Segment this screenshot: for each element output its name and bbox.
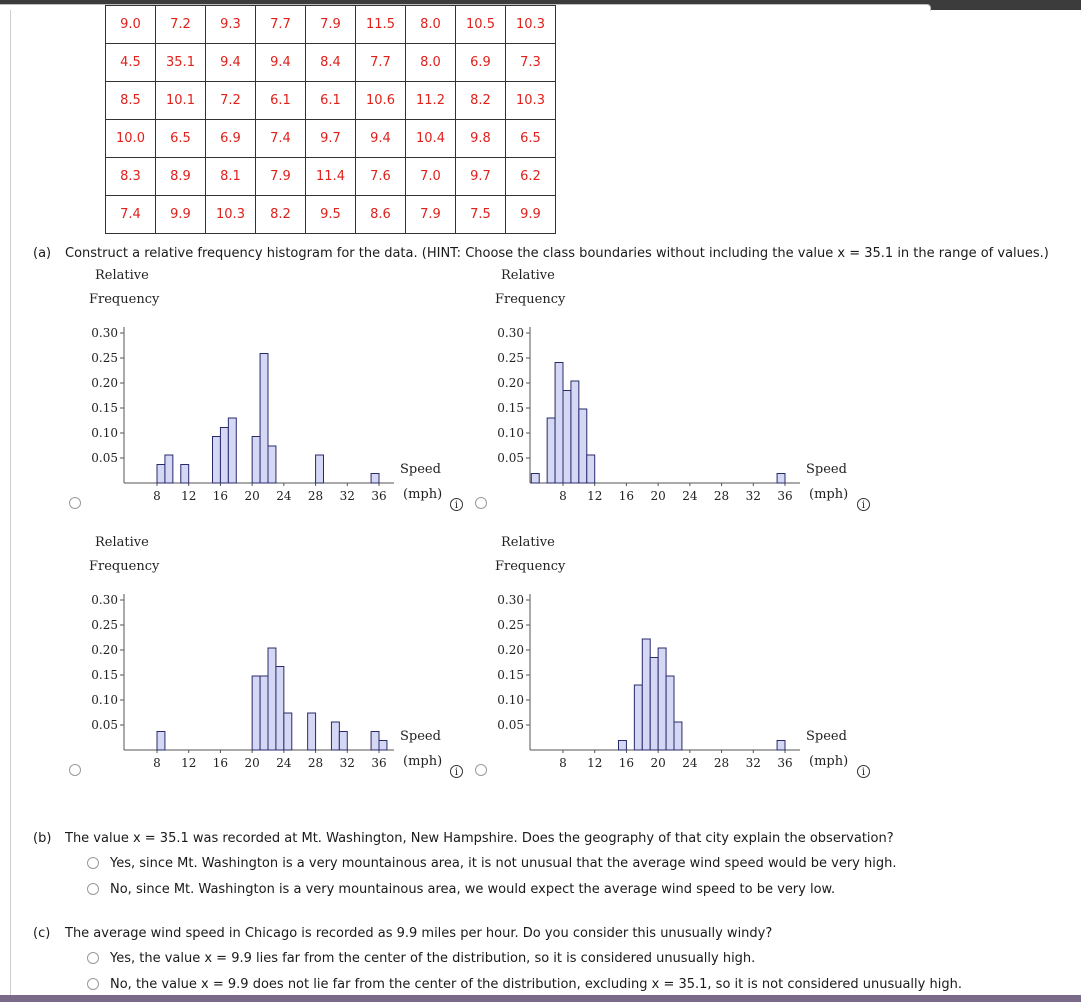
- histogram-bar: [284, 713, 292, 750]
- histogram-bar: [371, 732, 379, 751]
- histogram-bar: [252, 437, 260, 484]
- histogram-bar: [339, 732, 347, 751]
- table-cell: 9.4: [256, 44, 306, 82]
- table-cell: 10.4: [406, 120, 456, 158]
- histogram-bar: [260, 354, 268, 484]
- histogram-option-2: [488, 268, 888, 520]
- x-tick-label: 32: [339, 489, 355, 503]
- x-tick-label: 32: [745, 756, 761, 770]
- histogram-bar: [587, 455, 595, 483]
- histogram-option-3: [82, 535, 482, 787]
- part-b-question: [33, 831, 894, 846]
- table-cell: 35.1: [156, 44, 206, 82]
- table-cell: 10.3: [206, 196, 256, 234]
- x-tick-label: 28: [307, 489, 324, 503]
- histogram-bar: [260, 676, 268, 750]
- table-cell: 4.5: [106, 44, 156, 82]
- part-b-text: The value x = 35.1 was recorded at Mt. Washington, New Hampshire. Does the geography of that city explain the observation?: [65, 831, 894, 846]
- histogram-bar: [379, 741, 387, 751]
- y-tick-label: 0.15: [91, 668, 118, 682]
- y-tick-label: 0.25: [91, 618, 118, 632]
- y-tick-label: 0.20: [497, 643, 524, 657]
- histogram-bar: [658, 648, 666, 750]
- histogram-bar: [777, 741, 785, 751]
- x-tick-label: 28: [713, 756, 730, 770]
- part-b-option-2-radio[interactable]: [87, 883, 99, 895]
- table-cell: 10.6: [356, 82, 406, 120]
- table-cell: 10.3: [506, 82, 556, 120]
- y-tick-label: 0.30: [497, 593, 524, 607]
- table-cell: 7.3: [506, 44, 556, 82]
- histogram-bar: [181, 465, 189, 484]
- table-cell: 9.7: [306, 120, 356, 158]
- x-tick-label: 24: [682, 489, 698, 503]
- y-tick-label: 0.10: [497, 693, 524, 707]
- histogram-plot: [82, 268, 482, 520]
- x-tick-label: 32: [745, 489, 761, 503]
- table-cell: 9.4: [206, 44, 256, 82]
- histogram-bar: [331, 722, 339, 750]
- y-axis-label-frequency: Frequency: [89, 559, 160, 574]
- y-axis-label-frequency: Frequency: [89, 292, 160, 307]
- table-cell: 10.1: [156, 82, 206, 120]
- taskbar-strip: [0, 995, 1081, 1002]
- x-tick-label: 32: [339, 756, 355, 770]
- x-tick-label: 36: [777, 756, 793, 770]
- x-tick-label: 20: [650, 756, 666, 770]
- table-cell: 8.5: [106, 82, 156, 120]
- table-cell: 9.9: [506, 196, 556, 234]
- y-tick-label: 0.20: [91, 376, 118, 390]
- table-cell: 7.7: [256, 6, 306, 44]
- info-icon[interactable]: i: [450, 498, 463, 511]
- table-cell: 8.3: [106, 158, 156, 196]
- y-axis-label-relative: Relative: [95, 535, 149, 550]
- histogram-bar: [371, 474, 379, 484]
- x-tick-label: 12: [587, 756, 603, 770]
- table-cell: 6.5: [506, 120, 556, 158]
- histogram-bar: [555, 363, 563, 484]
- table-cell: 9.0: [106, 6, 156, 44]
- table-cell: 8.6: [356, 196, 406, 234]
- table-cell: 6.9: [456, 44, 506, 82]
- part-c-question: [33, 926, 772, 941]
- part-c-option-2-label[interactable]: No, the value x = 9.9 does not lie far from the center of the distribution, excluding x = 35.1, so it is not considered unusually high.: [110, 977, 962, 992]
- x-tick-label: 20: [244, 756, 260, 770]
- table-cell: 9.3: [206, 6, 256, 44]
- x-tick-label: 36: [371, 756, 387, 770]
- table-row: [106, 158, 556, 196]
- info-icon[interactable]: i: [857, 765, 870, 778]
- histogram-bar: [276, 667, 284, 751]
- table-cell: 6.1: [306, 82, 356, 120]
- part-b-label: (b): [33, 831, 52, 846]
- x-tick-label: 16: [212, 489, 229, 503]
- y-tick-label: 0.05: [91, 718, 118, 732]
- y-tick-label: 0.15: [497, 401, 524, 415]
- x-tick-label: 20: [244, 489, 260, 503]
- y-tick-label: 0.15: [91, 401, 118, 415]
- histogram-plot: [82, 535, 482, 787]
- part-a-question: [33, 246, 1049, 261]
- table-cell: 10.0: [106, 120, 156, 158]
- y-tick-label: 0.05: [497, 718, 524, 732]
- x-tick-label: 12: [181, 489, 197, 503]
- info-icon[interactable]: i: [857, 498, 870, 511]
- y-axis-label-relative: Relative: [501, 535, 555, 550]
- table-cell: 6.2: [506, 158, 556, 196]
- table-row: [106, 196, 556, 234]
- histogram-bar: [268, 446, 276, 483]
- y-tick-label: 0.10: [91, 693, 118, 707]
- table-cell: 11.2: [406, 82, 456, 120]
- part-c-option-1-label[interactable]: Yes, the value x = 9.9 lies far from the center of the distribution, so it is considered unusually high.: [110, 951, 756, 966]
- histogram-bar: [316, 455, 324, 483]
- option-4-radio[interactable]: [475, 764, 487, 776]
- y-tick-label: 0.25: [91, 351, 118, 365]
- x-axis-label-mph: (mph): [403, 754, 443, 769]
- x-tick-label: 8: [559, 489, 567, 503]
- table-cell: 9.8: [456, 120, 506, 158]
- histogram-bar: [642, 639, 650, 750]
- table-cell: 6.1: [256, 82, 306, 120]
- table-cell: 8.9: [156, 158, 206, 196]
- x-tick-label: 16: [212, 756, 229, 770]
- histogram-option-1: [82, 268, 482, 520]
- x-tick-label: 16: [618, 489, 635, 503]
- y-tick-label: 0.05: [91, 451, 118, 465]
- histogram-bar: [619, 741, 627, 751]
- x-axis-label-mph: (mph): [809, 754, 849, 769]
- part-b-option-1-label[interactable]: Yes, since Mt. Washington is a very mountainous area, it is not unusual that the average wind speed would be very high.: [110, 856, 897, 871]
- x-tick-label: 36: [777, 489, 793, 503]
- y-tick-label: 0.30: [497, 326, 524, 340]
- table-row: [106, 120, 556, 158]
- histogram-bar: [308, 713, 316, 750]
- table-cell: 8.1: [206, 158, 256, 196]
- part-b-option-2-label[interactable]: No, since Mt. Washington is a very mountainous area, we would expect the average wind speed to be very low.: [110, 882, 836, 897]
- part-a-text: Construct a relative frequency histogram for the data. (HINT: Choose the class boundaries without including the value x = 35.1 in the range of values.): [65, 246, 1049, 261]
- table-row: [106, 6, 556, 44]
- y-tick-label: 0.10: [497, 426, 524, 440]
- part-c-label: (c): [33, 926, 51, 941]
- y-tick-label: 0.30: [91, 593, 118, 607]
- table-cell: 9.9: [156, 196, 206, 234]
- y-tick-label: 0.10: [91, 426, 118, 440]
- x-tick-label: 12: [181, 756, 197, 770]
- table-cell: 9.5: [306, 196, 356, 234]
- x-axis-label-speed: Speed: [806, 462, 847, 477]
- table-cell: 7.4: [106, 196, 156, 234]
- x-tick-label: 24: [276, 489, 292, 503]
- table-row: [106, 44, 556, 82]
- x-axis-label-mph: (mph): [809, 487, 849, 502]
- y-tick-label: 0.15: [497, 668, 524, 682]
- table-cell: 9.4: [356, 120, 406, 158]
- y-tick-label: 0.30: [91, 326, 118, 340]
- table-cell: 8.2: [256, 196, 306, 234]
- table-cell: 10.5: [456, 6, 506, 44]
- y-tick-label: 0.20: [91, 643, 118, 657]
- table-cell: 7.9: [306, 6, 356, 44]
- x-tick-label: 16: [618, 756, 635, 770]
- part-c-option-2-radio[interactable]: [87, 978, 99, 990]
- histogram-plot: [488, 535, 888, 787]
- histogram-bar: [157, 465, 165, 484]
- table-cell: 7.9: [406, 196, 456, 234]
- table-cell: 8.4: [306, 44, 356, 82]
- y-tick-label: 0.20: [497, 376, 524, 390]
- x-tick-label: 24: [682, 756, 698, 770]
- table-cell: 8.0: [406, 44, 456, 82]
- table-cell: 7.7: [356, 44, 406, 82]
- histogram-bar: [563, 391, 571, 484]
- part-c-text: The average wind speed in Chicago is recorded as 9.9 miles per hour. Do you consider this unusually windy?: [65, 926, 773, 941]
- histogram-bar: [650, 658, 658, 751]
- histogram-bar: [777, 474, 785, 484]
- histogram-bar: [634, 685, 642, 750]
- x-tick-label: 28: [307, 756, 324, 770]
- option-1-radio[interactable]: [69, 497, 81, 509]
- option-2-radio[interactable]: [475, 497, 487, 509]
- table-cell: 7.6: [356, 158, 406, 196]
- x-tick-label: 8: [153, 756, 161, 770]
- histogram-bar: [579, 409, 587, 483]
- table-cell: 8.0: [406, 6, 456, 44]
- histogram-bar: [666, 676, 674, 750]
- y-axis-label-frequency: Frequency: [495, 292, 566, 307]
- table-cell: 6.5: [156, 120, 206, 158]
- table-cell: 7.0: [406, 158, 456, 196]
- table-cell: 11.5: [356, 6, 406, 44]
- y-axis-label-relative: Relative: [501, 268, 555, 283]
- part-c-option-1-radio[interactable]: [87, 952, 99, 964]
- histogram-bar: [228, 418, 236, 483]
- x-axis-label-speed: Speed: [400, 729, 441, 744]
- x-tick-label: 28: [713, 489, 730, 503]
- table-cell: 7.2: [156, 6, 206, 44]
- table-cell: 11.4: [306, 158, 356, 196]
- x-tick-label: 12: [587, 489, 603, 503]
- y-axis-label-relative: Relative: [95, 268, 149, 283]
- x-axis-label-speed: Speed: [400, 462, 441, 477]
- table-cell: 10.3: [506, 6, 556, 44]
- table-cell: 7.9: [256, 158, 306, 196]
- histogram-bar: [547, 418, 555, 483]
- histogram-bar: [220, 428, 228, 484]
- info-icon[interactable]: i: [450, 765, 463, 778]
- y-axis-label-frequency: Frequency: [495, 559, 566, 574]
- x-tick-label: 24: [276, 756, 292, 770]
- x-tick-label: 8: [153, 489, 161, 503]
- table-cell: 9.7: [456, 158, 506, 196]
- histogram-plot: [488, 268, 888, 520]
- histogram-bar: [531, 474, 539, 484]
- left-margin-rule: [10, 10, 11, 995]
- y-tick-label: 0.25: [497, 351, 524, 365]
- data-table: [105, 5, 556, 234]
- table-cell: 6.9: [206, 120, 256, 158]
- histogram-bar: [268, 648, 276, 750]
- x-tick-label: 20: [650, 489, 666, 503]
- table-row: [106, 82, 556, 120]
- table-cell: 8.2: [456, 82, 506, 120]
- option-3-radio[interactable]: [69, 764, 81, 776]
- histogram-option-4: [488, 535, 888, 787]
- x-tick-label: 36: [371, 489, 387, 503]
- histogram-bar: [252, 676, 260, 750]
- part-b-option-1-radio[interactable]: [87, 857, 99, 869]
- table-cell: 7.4: [256, 120, 306, 158]
- x-axis-label-mph: (mph): [403, 487, 443, 502]
- table-cell: 7.5: [456, 196, 506, 234]
- histogram-bar: [571, 381, 579, 483]
- histogram-bar: [165, 455, 173, 483]
- table-cell: 7.2: [206, 82, 256, 120]
- histogram-bar: [674, 722, 682, 750]
- x-axis-label-speed: Speed: [806, 729, 847, 744]
- y-tick-label: 0.25: [497, 618, 524, 632]
- histogram-bar: [157, 732, 165, 751]
- part-a-label: (a): [33, 246, 52, 261]
- x-tick-label: 8: [559, 756, 567, 770]
- y-tick-label: 0.05: [497, 451, 524, 465]
- histogram-bar: [213, 437, 221, 484]
